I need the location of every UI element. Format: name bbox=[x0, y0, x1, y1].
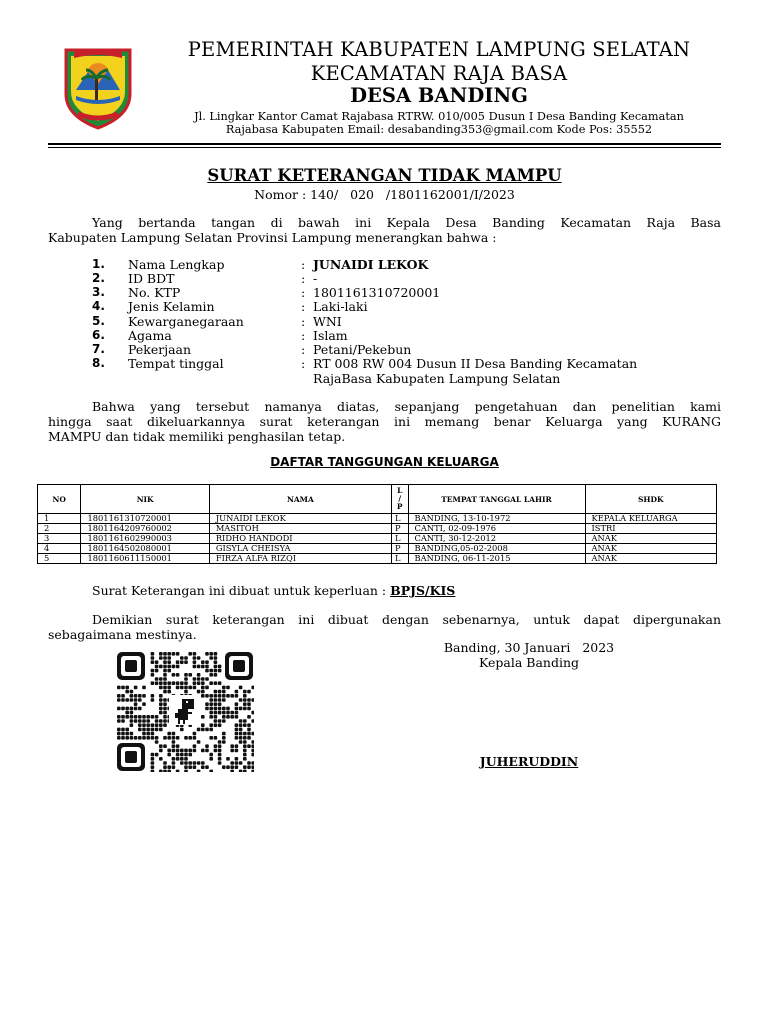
cell-nama: MASITOH bbox=[209, 524, 391, 534]
cell-no: 3 bbox=[38, 534, 81, 544]
table-row bbox=[38, 544, 717, 554]
cell-shdk: KEPALA KELUARGA bbox=[585, 514, 717, 524]
field-colon: : bbox=[301, 314, 306, 329]
cell-no: 4 bbox=[38, 544, 81, 554]
field-number: 2. bbox=[92, 271, 105, 285]
field-row bbox=[92, 328, 732, 343]
cell-nik: 1801161602990003 bbox=[81, 534, 209, 544]
cell-lp: P bbox=[391, 524, 408, 534]
header-no: NO bbox=[38, 485, 81, 514]
field-row bbox=[92, 342, 732, 357]
field-label: Kewarganegaraan bbox=[128, 314, 244, 329]
signature-name: JUHERUDDIN bbox=[479, 754, 579, 769]
field-label: ID BDT bbox=[128, 271, 175, 286]
field-number: 4. bbox=[92, 299, 105, 313]
letterhead-rule-thick bbox=[48, 143, 721, 145]
cell-ttl: CANTI, 02-09-1976 bbox=[408, 524, 585, 534]
field-row bbox=[92, 257, 732, 272]
field-colon: : bbox=[301, 342, 306, 357]
cell-nik: 1801164502080001 bbox=[81, 544, 209, 554]
qr-code bbox=[116, 651, 254, 772]
header-lp-slash: / bbox=[398, 494, 402, 503]
address-line-1: Jl. Lingkar Kantor Camat Rajabasa RTRW. 010/005 Dusun I Desa Banding Kecamatan bbox=[194, 110, 684, 123]
field-label: Tempat tinggal bbox=[128, 356, 224, 371]
field-value: 1801161310720001 bbox=[313, 285, 441, 300]
cell-shdk: ANAK bbox=[585, 534, 717, 544]
field-number: 6. bbox=[92, 328, 105, 342]
header-nama: NAMA bbox=[209, 485, 391, 514]
closing-paragraph bbox=[48, 612, 721, 642]
field-value: WNI bbox=[313, 314, 342, 329]
field-label: Nama Lengkap bbox=[128, 257, 225, 272]
district-name: KECAMATAN RAJA BASA bbox=[310, 62, 568, 85]
header-lp-p: P bbox=[396, 502, 403, 511]
field-label: Pekerjaan bbox=[128, 342, 192, 357]
field-number: 8. bbox=[92, 356, 105, 370]
cell-ttl: BANDING, 06-11-2015 bbox=[408, 554, 585, 564]
table-row bbox=[38, 514, 717, 524]
address-line-2: Rajabasa Kabupaten Email: desabanding353@gmail.com Kode Pos: 35552 bbox=[225, 123, 653, 136]
field-colon: : bbox=[301, 285, 306, 300]
field-value: Laki-laki bbox=[313, 299, 368, 314]
cell-nama: FIRZA ALFA RIZQI bbox=[209, 554, 391, 564]
header-lp-l: L bbox=[397, 486, 403, 495]
cell-no: 1 bbox=[38, 514, 81, 524]
cell-shdk: ANAK bbox=[585, 544, 717, 554]
header-lp bbox=[391, 485, 408, 514]
cell-ttl: CANTI, 30-12-2012 bbox=[408, 534, 585, 544]
field-colon: : bbox=[301, 257, 306, 272]
cell-lp: L bbox=[391, 534, 408, 544]
field-row bbox=[92, 356, 732, 371]
field-value: RT 008 RW 004 Dusun II Desa Banding Kecamatan bbox=[313, 356, 638, 371]
dependents-table bbox=[37, 484, 717, 564]
field-value: RajaBasa Kabupaten Lampung Selatan bbox=[313, 371, 561, 386]
closing-line: Demikian surat keterangan ini dibuat dengan sebenarnya, untuk dapat dipergunakan bbox=[92, 612, 721, 627]
cell-lp: L bbox=[391, 514, 408, 524]
field-colon: : bbox=[301, 299, 306, 314]
field-label: No. KTP bbox=[128, 285, 181, 300]
cell-nama: RIDHO HANDODI bbox=[209, 534, 391, 544]
cell-nama: JUNAIDI LEKOK bbox=[209, 514, 391, 524]
field-value: JUNAIDI LEKOK bbox=[313, 257, 429, 272]
closing-line: sebagaimana mestinya. bbox=[48, 627, 197, 642]
statement-line: MAMPU dan tidak memiliki penghasilan tetap. bbox=[48, 429, 346, 444]
lampung-selatan-emblem bbox=[62, 44, 134, 130]
header-ttl: TEMPAT TANGGAL LAHIR bbox=[408, 485, 585, 514]
header-nik: NIK bbox=[81, 485, 209, 514]
field-row bbox=[92, 271, 732, 286]
field-colon: : bbox=[301, 328, 306, 343]
statement-line: hingga saat dikeluarkannya surat keterangan ini memang benar Keluarga yang KURANG bbox=[48, 414, 721, 429]
field-row bbox=[92, 314, 732, 329]
cell-nik: 1801161310720001 bbox=[81, 514, 209, 524]
field-row bbox=[92, 285, 732, 300]
field-value: Islam bbox=[313, 328, 348, 343]
field-number: 3. bbox=[92, 285, 105, 299]
cell-lp: L bbox=[391, 554, 408, 564]
field-row-continuation bbox=[92, 371, 732, 386]
government-name: PEMERINTAH KABUPATEN LAMPUNG SELATAN bbox=[187, 38, 691, 61]
purpose-value: BPJS/KIS bbox=[390, 583, 456, 598]
field-number: 5. bbox=[92, 314, 105, 328]
signature-position: Kepala Banding bbox=[478, 655, 580, 670]
table-row bbox=[38, 554, 717, 564]
village-name: DESA BANDING bbox=[350, 84, 528, 107]
intro-line: Yang bertanda tangan di bawah ini Kepala Desa Banding Kecamatan Raja Basa bbox=[92, 215, 721, 230]
field-number: 1. bbox=[92, 257, 105, 271]
cell-nama: GISYLA CHEISYA bbox=[209, 544, 391, 554]
cell-shdk: ANAK bbox=[585, 554, 717, 564]
document-number: Nomor : 140/ 020 /1801162001/I/2023 bbox=[254, 187, 515, 202]
letterhead-rule-thin bbox=[48, 147, 721, 148]
cell-no: 5 bbox=[38, 554, 81, 564]
cell-no: 2 bbox=[38, 524, 81, 534]
statement-line: Bahwa yang tersebut namanya diatas, sepanjang pengetahuan dan penelitian kami bbox=[92, 399, 721, 414]
cell-nik: 1801160611150001 bbox=[81, 554, 209, 564]
cell-shdk: ISTRI bbox=[585, 524, 717, 534]
statement-paragraph bbox=[48, 399, 721, 444]
field-value: - bbox=[313, 271, 318, 286]
intro-paragraph bbox=[48, 215, 721, 245]
signature-place-date: Banding, 30 Januari 2023 bbox=[443, 640, 615, 655]
cell-ttl: BANDING,05-02-2008 bbox=[408, 544, 585, 554]
document-title: SURAT KETERANGAN TIDAK MAMPU bbox=[207, 166, 562, 185]
field-label: Agama bbox=[128, 328, 172, 343]
purpose-line bbox=[92, 583, 455, 598]
cell-lp: P bbox=[391, 544, 408, 554]
field-row bbox=[92, 299, 732, 314]
intro-line: Kabupaten Lampung Selatan Provinsi Lampung menerangkan bahwa : bbox=[48, 230, 497, 245]
cell-ttl: BANDING, 13-10-1972 bbox=[408, 514, 585, 524]
field-colon: : bbox=[301, 271, 306, 286]
field-number: 7. bbox=[92, 342, 105, 356]
header-shdk: SHDK bbox=[585, 485, 717, 514]
field-label: Jenis Kelamin bbox=[128, 299, 215, 314]
dependents-title: DAFTAR TANGGUNGAN KELUARGA bbox=[270, 455, 499, 469]
table-header-row bbox=[38, 485, 717, 514]
table-row bbox=[38, 524, 717, 534]
field-value: Petani/Pekebun bbox=[313, 342, 412, 357]
purpose-label: Surat Keterangan ini dibuat untuk keperluan : bbox=[92, 583, 387, 598]
cell-nik: 1801164209760002 bbox=[81, 524, 209, 534]
table-row bbox=[38, 534, 717, 544]
field-colon: : bbox=[301, 356, 306, 371]
